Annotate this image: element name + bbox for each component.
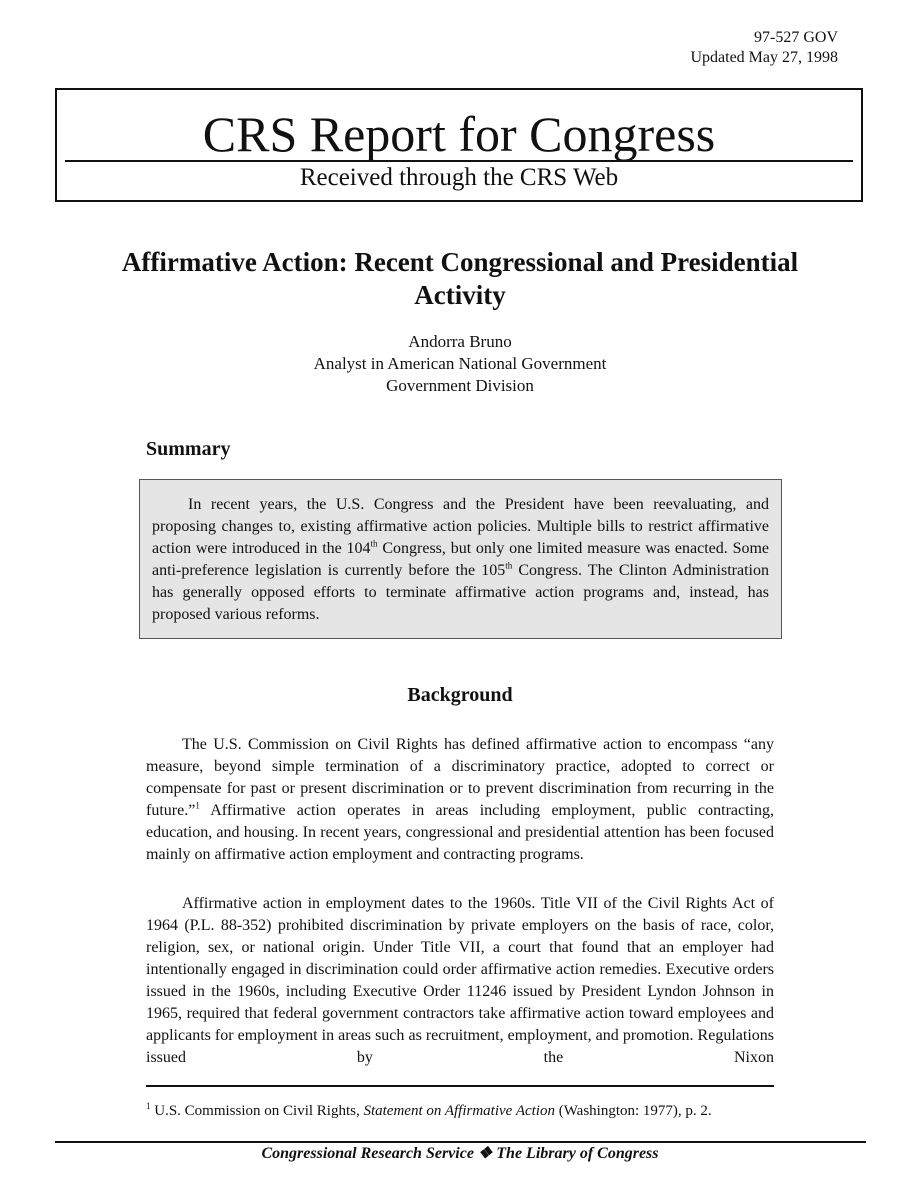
background-paragraph-2 (146, 893, 774, 1069)
footnote-text-a: U.S. Commission on Civil Rights, (150, 1103, 364, 1119)
author-position: Analyst in American National Government (313, 354, 607, 373)
summary-box (139, 479, 782, 639)
footnote-marker: 1 (146, 1101, 151, 1111)
summary-heading: Summary (146, 438, 231, 460)
summary-paragraph (152, 494, 769, 626)
footnote-reference[interactable]: 1 (195, 800, 200, 811)
footnote-cited-title: Statement on Affirmative Action (363, 1103, 555, 1119)
author-division: Government Division (386, 376, 534, 395)
document-title: Affirmative Action: Recent Congressional and Presidential Activity (121, 247, 799, 310)
header-title: CRS Report for Congress (202, 106, 716, 162)
summary-text-3: Congress. The Clinton Administration has generally opposed efforts to terminate affirmative action programs and, instead, has proposed various reforms. (152, 562, 769, 623)
background-p1-part-b: Affirmative action operates in areas including employment, public contracting, education, and housing. In recent years, congressional and presidential attention has been focused mainly on affirmative action employment and contracting programs. (146, 802, 774, 863)
report-number: 97-527 GOV (754, 29, 838, 46)
summary-text-2: Congress, but only one limited measure was enacted. Some anti-preference legislation is currently before the 105 (152, 540, 770, 579)
background-paragraph-2-text: Affirmative action in employment dates to the 1960s. Title VII of the Civil Rights Act of 1964 (P.L. 88-352) prohibited discrimination by private employers on the basis of race, color, religion, sex, or national origin. Under Title VII, a court that found that an employer had intentionally engaged in discrimination could order affirmative action remedies. Executive orders issued in the 1960s, including Executive Order 11246 issued by President Lyndon Johnson in 1965, required that federal government contractors take affirmative action toward employees and applicants for employment in areas such as recruitment, employment, and promotion. Regulations issued by the Nixon (146, 895, 774, 1066)
report-header-box (55, 88, 863, 202)
footnote (146, 1101, 786, 1121)
summary-sup-2: th (505, 560, 513, 571)
background-paragraph-1 (146, 734, 774, 866)
report-identifier (690, 28, 838, 68)
background-paragraph-1-text (146, 734, 774, 866)
background-p1-part-a: The U.S. Commission on Civil Rights has defined affirmative action to encompass “any measure, beyond simple termination of a discriminatory practice, adopted to correct or compensate for past or present discrimination or to prevent discrimination from recurring in the future.” (146, 736, 774, 819)
report-updated-date: Updated May 27, 1998 (690, 49, 838, 66)
footnote-divider (146, 1085, 774, 1087)
author-block (0, 331, 920, 397)
background-heading: Background (407, 684, 513, 706)
summary-text-1: In recent years, the U.S. Congress and the President have been reevaluating, and proposing changes to, existing affirmative action policies. Multiple bills to restrict affirmative action were introduced in the 104 (152, 496, 769, 557)
header-subtitle: Received through the CRS Web (299, 164, 619, 191)
page-footer: Congressional Research Service ❖ The Library of Congress (261, 1145, 659, 1162)
summary-sup-1: th (370, 538, 378, 549)
footnote-text-b: (Washington: 1977), p. 2. (554, 1103, 712, 1119)
author-name: Andorra Bruno (408, 332, 512, 351)
